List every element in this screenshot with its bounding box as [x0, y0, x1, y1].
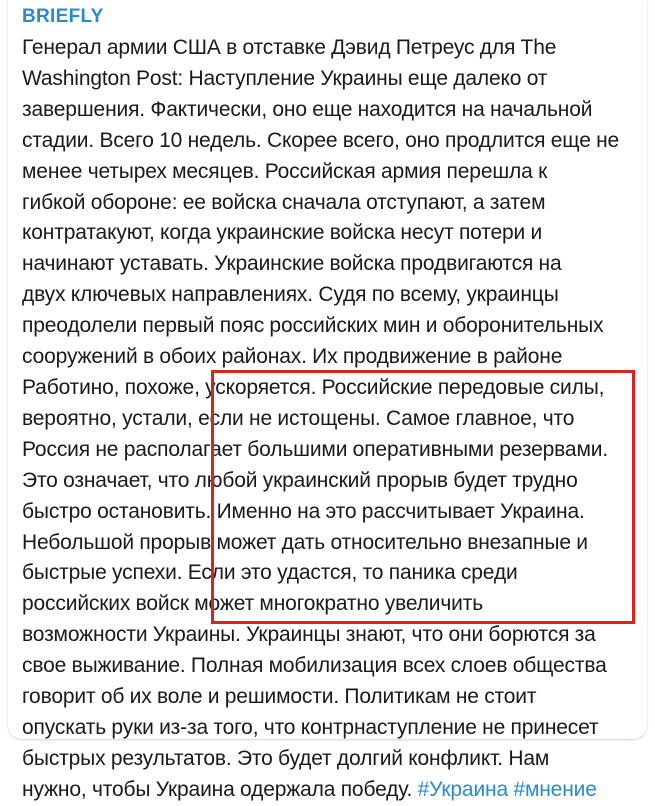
- message-last-line: [22, 775, 633, 806]
- message-line: Генерал армии США в отставке Дэвид Петреус для The: [22, 36, 557, 59]
- hashtag-link-mnenie[interactable]: #мнение: [513, 777, 597, 801]
- message-bubble: [8, 0, 647, 801]
- message-line: двух ключевых направлениях. Судя по всему, украинцы: [22, 283, 559, 307]
- message-line-text: нужно, чтобы Украина одержала победу.: [22, 777, 413, 801]
- hashtag-link-ukraina[interactable]: #Украина: [417, 777, 509, 801]
- message-line: вероятно, устали, если не истощены. Самое главное, что: [22, 406, 575, 430]
- channel-name[interactable]: BRIEFLY: [22, 6, 104, 27]
- message-line: стадии. Всего 10 недель. Скорее всего, оно продлится еще не: [22, 128, 620, 152]
- message-text: [22, 33, 633, 806]
- message-line: говорит об их воле и решимости. Политикам не стоит: [22, 685, 537, 709]
- message-line: Это означает, что любой украинский прорыв будет трудно: [22, 468, 578, 492]
- message-line: опускать руки из-за того, что контрнаступление не принесет: [22, 715, 599, 739]
- message-line: российских войск может многократно увеличить: [22, 592, 484, 616]
- message-line: менее четырех месяцев. Российская армия перешла к: [22, 159, 548, 183]
- message-line: Работино, похоже, ускоряется. Российские передовые силы,: [22, 375, 605, 399]
- message-line: завершения. Фактически, оно еще находится на начальной: [22, 97, 593, 121]
- message-line: Россия не располагает большими оперативными резервами.: [22, 437, 608, 461]
- message-line: начинают уставать. Украинские войска продвигаются на: [22, 252, 562, 276]
- message-line: быстрые успехи. Если это удастся, то паника среди: [22, 561, 518, 585]
- message-line: Небольшой прорыв может дать относительно внезапные и: [22, 530, 588, 554]
- message-line: возможности Украины. Украинцы знают, что они борются за: [22, 623, 596, 647]
- message-line: Washington Post: Наступление Украины еще далеко от: [22, 66, 548, 90]
- message-line: сооружений в обоих районах. Их продвижение в районе: [22, 345, 563, 369]
- message-line: быстрых результатов. Это будет долгий конфликт. Нам: [22, 746, 550, 770]
- message-line: свое выживание. Полная мобилизация всех слоев общества: [22, 654, 607, 678]
- message-line: быстро остановить. Именно на это рассчитывает Украина.: [22, 499, 585, 523]
- message-line: контратакуют, когда украинские войска несут потери и: [22, 221, 543, 245]
- message-line: преодолели первый пояс российских мин и оборонительных: [22, 314, 604, 338]
- message-line: гибкой обороне: ее войска сначала отступают, а затем: [22, 190, 546, 214]
